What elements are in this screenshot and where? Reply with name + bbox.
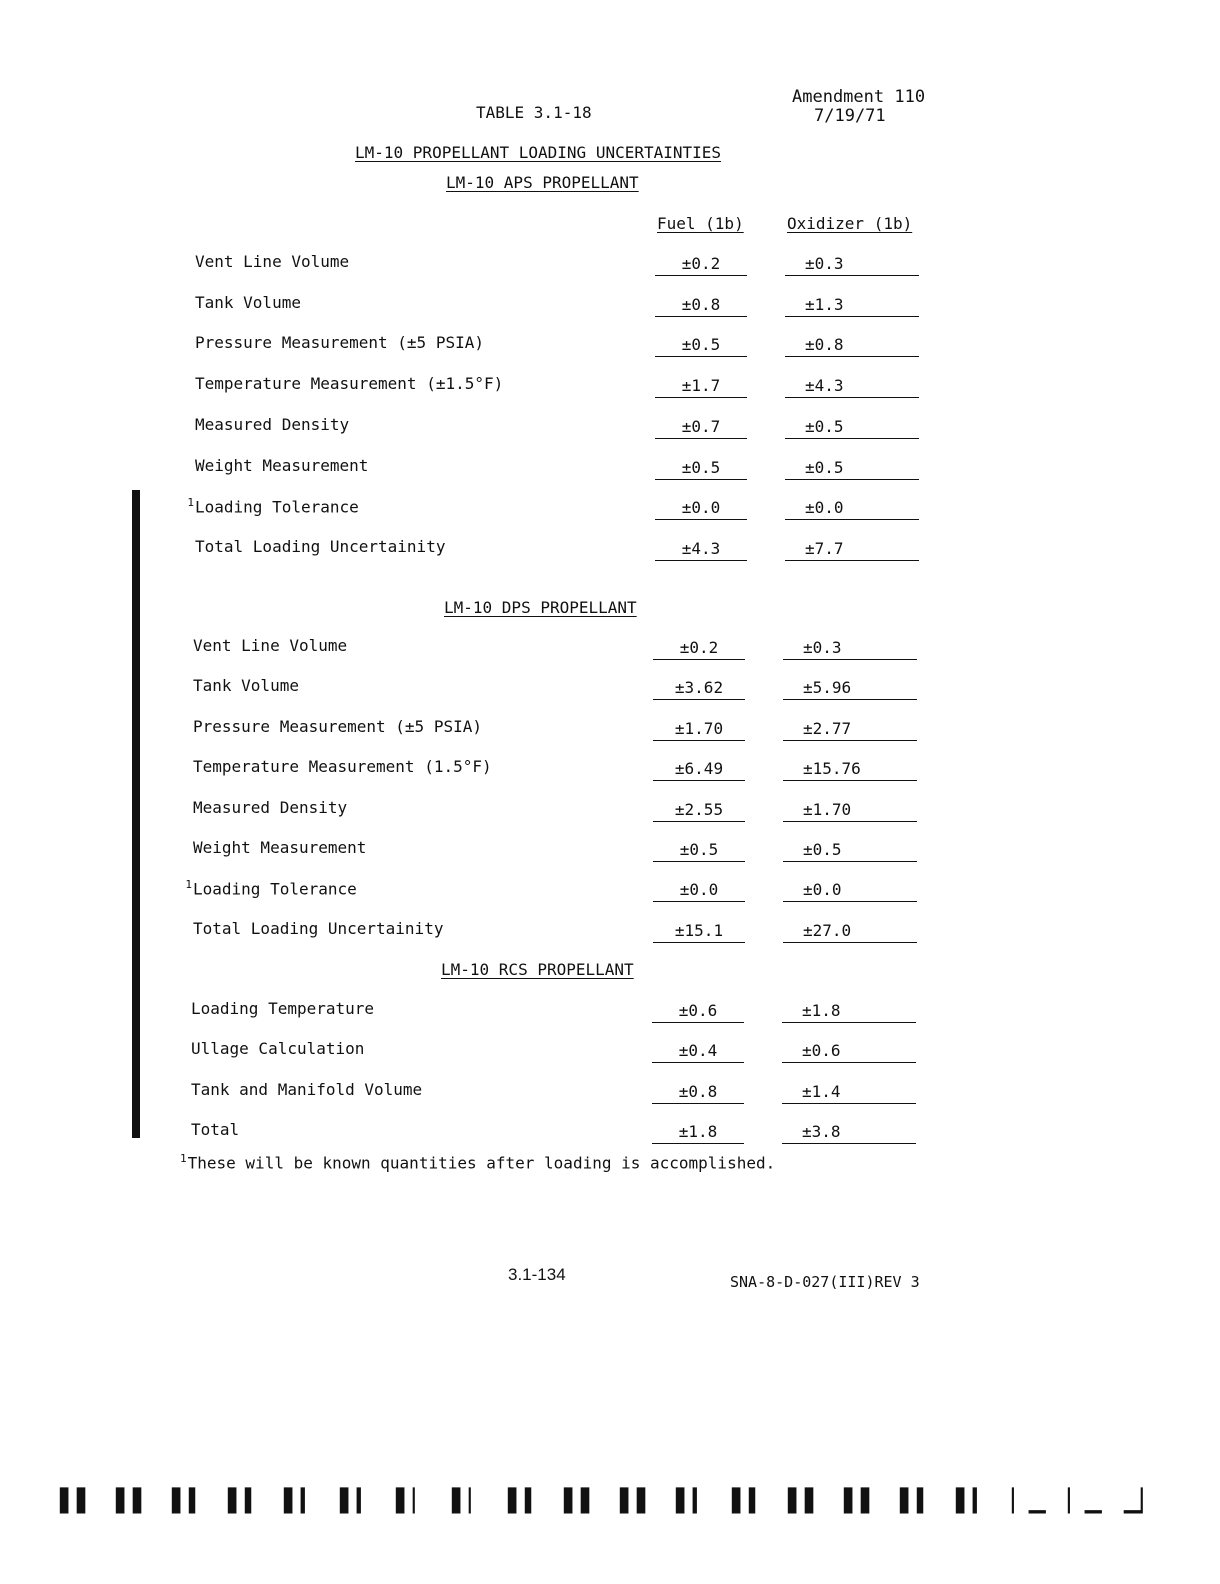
- row-label: [178, 1039, 364, 1058]
- page-number: 3.1-134: [508, 1265, 566, 1284]
- registration-mark-icon: ▌▌: [116, 1488, 150, 1514]
- oxidizer-value: ±0.0: [785, 498, 919, 520]
- aps-section-heading: LM-10 APS PROPELLANT: [446, 173, 639, 192]
- registration-mark-icon: ▌▏: [452, 1488, 486, 1514]
- fuel-value: ±0.8: [655, 295, 747, 317]
- oxidizer-value: ±7.7: [785, 539, 919, 561]
- fuel-value: ±0.0: [655, 498, 747, 520]
- row-label: [178, 1120, 239, 1139]
- fuel-value: ±0.8: [652, 1082, 744, 1104]
- registration-mark-icon: ▌▌: [620, 1488, 654, 1514]
- registration-mark-icon: ▌▏: [396, 1488, 430, 1514]
- row-label-text: Loading Tolerance: [193, 879, 357, 899]
- oxidizer-value: ±0.5: [785, 417, 919, 439]
- oxidizer-value: ±1.70: [783, 800, 917, 822]
- oxidizer-value: ±3.8: [782, 1122, 916, 1144]
- row-label: [182, 252, 349, 271]
- table-title: LM-10 PROPELLANT LOADING UNCERTAINTIES: [355, 143, 722, 162]
- registration-mark-icon: ▏▁: [1068, 1488, 1102, 1514]
- rcs-section-heading: LM-10 RCS PROPELLANT: [441, 960, 634, 979]
- oxidizer-value: ±4.3: [785, 376, 919, 398]
- registration-mark-icon: ▌▍: [172, 1488, 206, 1514]
- row-label-text: Pressure Measurement (±5 PSIA): [195, 333, 484, 353]
- oxidizer-value: ±1.4: [782, 1082, 916, 1104]
- registration-mark-icon: ▌▌: [564, 1488, 598, 1514]
- fuel-value: ±4.3: [655, 539, 747, 561]
- row-label: [182, 374, 503, 393]
- registration-mark-icon: ▌▍: [508, 1488, 542, 1514]
- fuel-value: ±0.5: [653, 840, 745, 862]
- row-label-text: Measured Density: [193, 797, 348, 817]
- revision-change-bar: [132, 490, 140, 1138]
- registration-mark-icon: ▌▌: [844, 1488, 878, 1514]
- row-label: [182, 456, 368, 475]
- row-label-text: Pressure Measurement (±5 PSIA): [193, 716, 482, 736]
- row-label: [180, 757, 492, 776]
- row-label-text: Weight Measurement: [195, 455, 369, 475]
- oxidizer-value: ±1.3: [785, 295, 919, 317]
- row-label-text: Ullage Calculation: [191, 1039, 365, 1059]
- amendment-label: Amendment 110: [792, 87, 926, 107]
- row-label: [180, 878, 357, 898]
- row-label-text: Tank Volume: [193, 676, 299, 696]
- oxidizer-value: ±0.6: [782, 1041, 916, 1063]
- oxidizer-column-header: Oxidizer (1b): [787, 214, 913, 233]
- row-label: [180, 838, 366, 857]
- footnote-text: These will be known quantities after loading is accomplished.: [187, 1153, 776, 1173]
- registration-mark-icon: ▌▌: [60, 1488, 94, 1514]
- fuel-value: ±0.0: [653, 880, 745, 902]
- oxidizer-value: ±27.0: [783, 921, 917, 943]
- fuel-value: ±0.4: [652, 1041, 744, 1063]
- registration-mark-icon: ▌▍: [900, 1488, 934, 1514]
- registration-mark-icon: ▁▏: [1124, 1488, 1158, 1514]
- row-label-text: Tank and Manifold Volume: [191, 1079, 423, 1099]
- oxidizer-value: ±5.96: [783, 678, 917, 700]
- registration-mark-icon: ▌▎: [284, 1488, 318, 1514]
- scan-registration-marks: [0, 1488, 1220, 1516]
- row-label: [178, 1080, 422, 1099]
- row-label: [182, 333, 484, 352]
- table-number: TABLE 3.1-18: [476, 103, 592, 122]
- row-label-text: Vent Line Volume: [193, 636, 348, 655]
- row-label: [180, 919, 443, 938]
- row-label: [180, 798, 347, 817]
- registration-mark-icon: ▌▌: [788, 1488, 822, 1514]
- row-label: [180, 717, 482, 736]
- row-label-text: Weight Measurement: [193, 838, 367, 857]
- oxidizer-value: ±2.77: [783, 719, 917, 741]
- registration-mark-icon: ▌▍: [228, 1488, 262, 1514]
- row-label: [178, 999, 374, 1018]
- registration-mark-icon: ▌▎: [676, 1488, 710, 1514]
- row-label-text: Total: [191, 1119, 240, 1139]
- row-label: [182, 415, 349, 434]
- oxidizer-value: ±0.0: [783, 880, 917, 902]
- fuel-value: ±0.5: [655, 458, 747, 480]
- fuel-value: ±1.70: [653, 719, 745, 741]
- row-label: [182, 537, 445, 556]
- row-label-text: Loading Tolerance: [195, 497, 359, 517]
- row-label-text: Measured Density: [195, 414, 350, 434]
- footnote: [180, 1152, 775, 1172]
- fuel-value: ±3.62: [653, 678, 745, 700]
- fuel-value: ±0.5: [655, 335, 747, 357]
- row-label-text: Temperature Measurement (±1.5°F): [195, 374, 504, 394]
- oxidizer-value: ±0.8: [785, 335, 919, 357]
- row-label-text: Temperature Measurement (1.5°F): [193, 757, 492, 777]
- fuel-value: ±6.49: [653, 759, 745, 781]
- fuel-column-header: Fuel (1b): [657, 214, 744, 233]
- oxidizer-value: ±0.3: [783, 638, 917, 660]
- fuel-value: ±0.2: [653, 638, 745, 660]
- fuel-value: ±1.8: [652, 1122, 744, 1144]
- registration-mark-icon: ▌▍: [732, 1488, 766, 1514]
- row-label-text: Loading Temperature: [191, 999, 375, 1018]
- registration-mark-icon: ▌▎: [340, 1488, 374, 1514]
- row-label-text: Tank Volume: [195, 292, 301, 312]
- row-label: [182, 496, 359, 516]
- document-id: SNA-8-D-027(III)REV 3: [730, 1273, 920, 1291]
- amendment-date: 7/19/71: [814, 106, 886, 126]
- oxidizer-value: ±15.76: [783, 759, 917, 781]
- row-label: [180, 676, 299, 695]
- row-label-text: Total Loading Uncertainity: [193, 918, 444, 938]
- footnote-marker: 1: [180, 1152, 187, 1165]
- oxidizer-value: ±0.5: [783, 840, 917, 862]
- row-label: [180, 636, 347, 655]
- registration-mark-icon: ▏▁: [1012, 1488, 1046, 1514]
- fuel-value: ±1.7: [655, 376, 747, 398]
- oxidizer-value: ±0.5: [785, 458, 919, 480]
- row-label: [182, 293, 301, 312]
- fuel-value: ±0.6: [652, 1001, 744, 1023]
- oxidizer-value: ±1.8: [782, 1001, 916, 1023]
- footnote-marker: 1: [187, 496, 194, 510]
- fuel-value: ±0.7: [655, 417, 747, 439]
- row-label-text: Total Loading Uncertainity: [195, 536, 446, 556]
- footnote-marker: 1: [185, 878, 192, 892]
- dps-section-heading: LM-10 DPS PROPELLANT: [444, 598, 637, 617]
- row-label-text: Vent Line Volume: [195, 252, 350, 271]
- fuel-value: ±15.1: [653, 921, 745, 943]
- oxidizer-value: ±0.3: [785, 254, 919, 276]
- fuel-value: ±0.2: [655, 254, 747, 276]
- registration-mark-icon: ▌▎: [956, 1488, 990, 1514]
- fuel-value: ±2.55: [653, 800, 745, 822]
